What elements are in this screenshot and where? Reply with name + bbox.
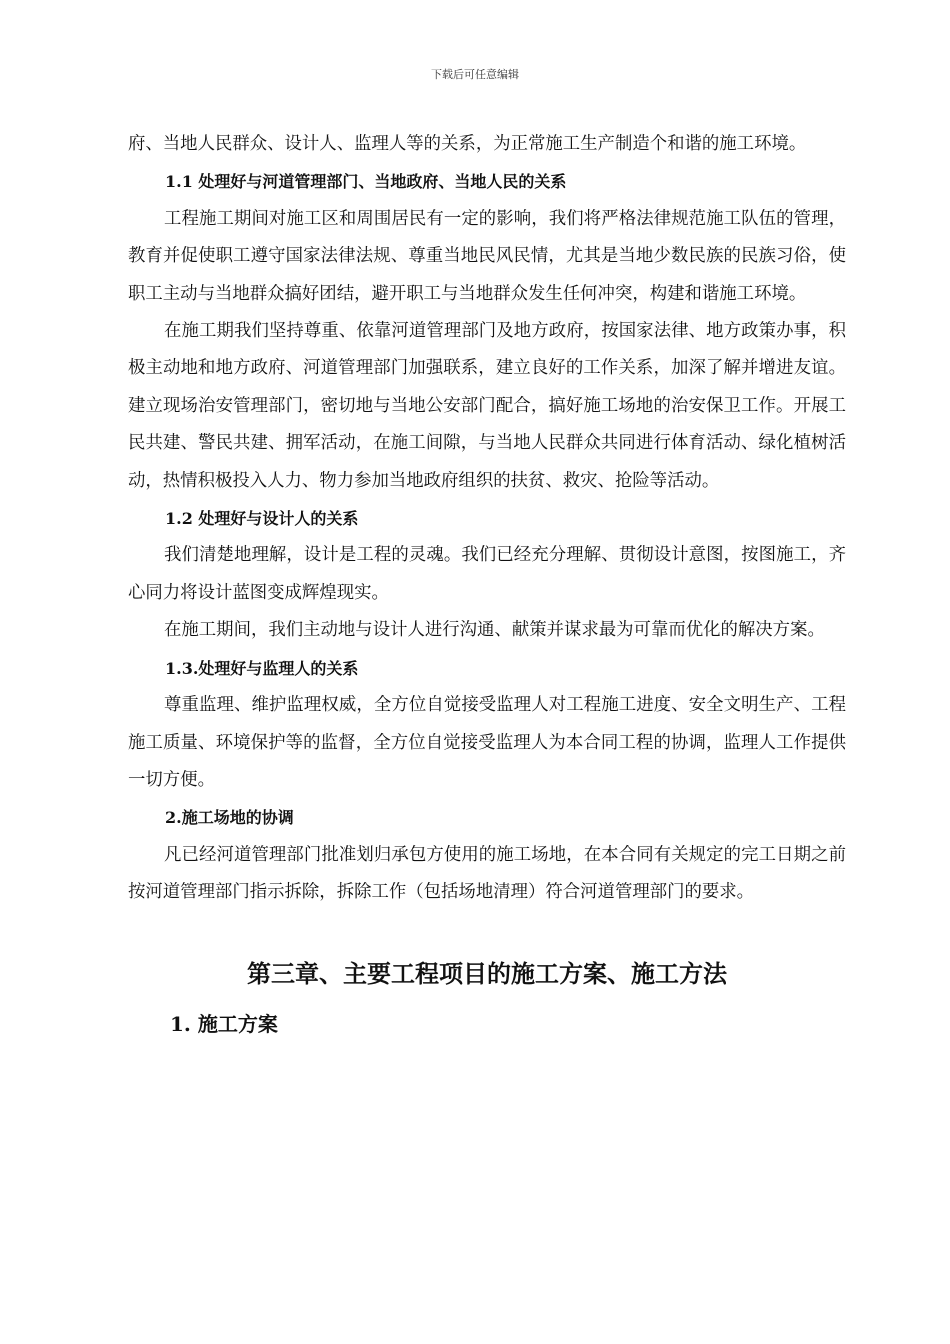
- chapter-3-title: 第三章、主要工程项目的施工方案、施工方法: [247, 958, 727, 988]
- paragraph-construction-impact: 工程施工期间对施工区和周围居民有一定的影响，我们将严格法律规范施工队伍的管理，教育并促使职工遵守国家法律法规、尊重当地民风民情，尤其是当地少数民族的民族习俗，使职工主动与当地群众搞好团结，避开职工与当地群众发生任何冲突，构建和谐施工环境。: [128, 208, 846, 304]
- paragraph-continuation: 府、当地人民群众、设计人、监理人等的关系，为正常施工生产制造个和谐的施工环境。: [128, 134, 807, 154]
- paragraph-local-government: 在施工期我们坚持尊重、依靠河道管理部门及地方政府，按国家法律、地方政策办事，积极主动地和地方政府、河道管理部门加强联系，建立良好的工作关系，加深了解并增进友谊。建立现场治安管理部门，密切地与当地公安部门配合，搞好施工场地的治安保卫工作。开展工民共建、警民共建、拥军活动，在施工间隙，与当地人民群众共同进行体育活动、绿化植树活动，热情积极投入人力、物力参加当地政府组织的扶贫、救灾、抢险等活动。: [128, 321, 846, 491]
- paragraph-site-coordination: 凡已经河道管理部门批准划归承包方使用的施工场地，在本合同有关规定的完工日期之前按河道管理部门指示拆除，拆除工作（包括场地清理）符合河道管理部门的要求。: [128, 844, 846, 903]
- heading-1-2: 1.2 处理好与设计人的关系: [165, 509, 359, 529]
- heading-1-1: 1.1 处理好与河道管理部门、当地政府、当地人民的关系: [165, 172, 567, 192]
- heading-1-3: 1.3.处理好与监理人的关系: [165, 658, 359, 678]
- page-header-note: 下载后可任意编辑: [431, 68, 519, 81]
- paragraph-design-soul: 我们清楚地理解，设计是工程的灵魂。我们已经充分理解、贯彻设计意图，按图施工，齐心同力将设计蓝图变成辉煌现实。: [128, 545, 846, 603]
- paragraph-supervision: 尊重监理、维护监理权威，全方位自觉接受监理人对工程施工进度、安全文明生产、工程施工质量、环境保护等的监督，全方位自觉接受监理人为本合同工程的协调，监理人工作提供一切方便。: [128, 695, 846, 790]
- document-body: [128, 126, 846, 1044]
- paragraph-design-communication: 在施工期间，我们主动地与设计人进行沟通、献策并谋求最为可靠而优化的解决方案。: [164, 620, 825, 641]
- heading-2: 2.施工场地的协调: [165, 808, 294, 828]
- section-1-title: 1. 施工方案: [170, 1011, 278, 1036]
